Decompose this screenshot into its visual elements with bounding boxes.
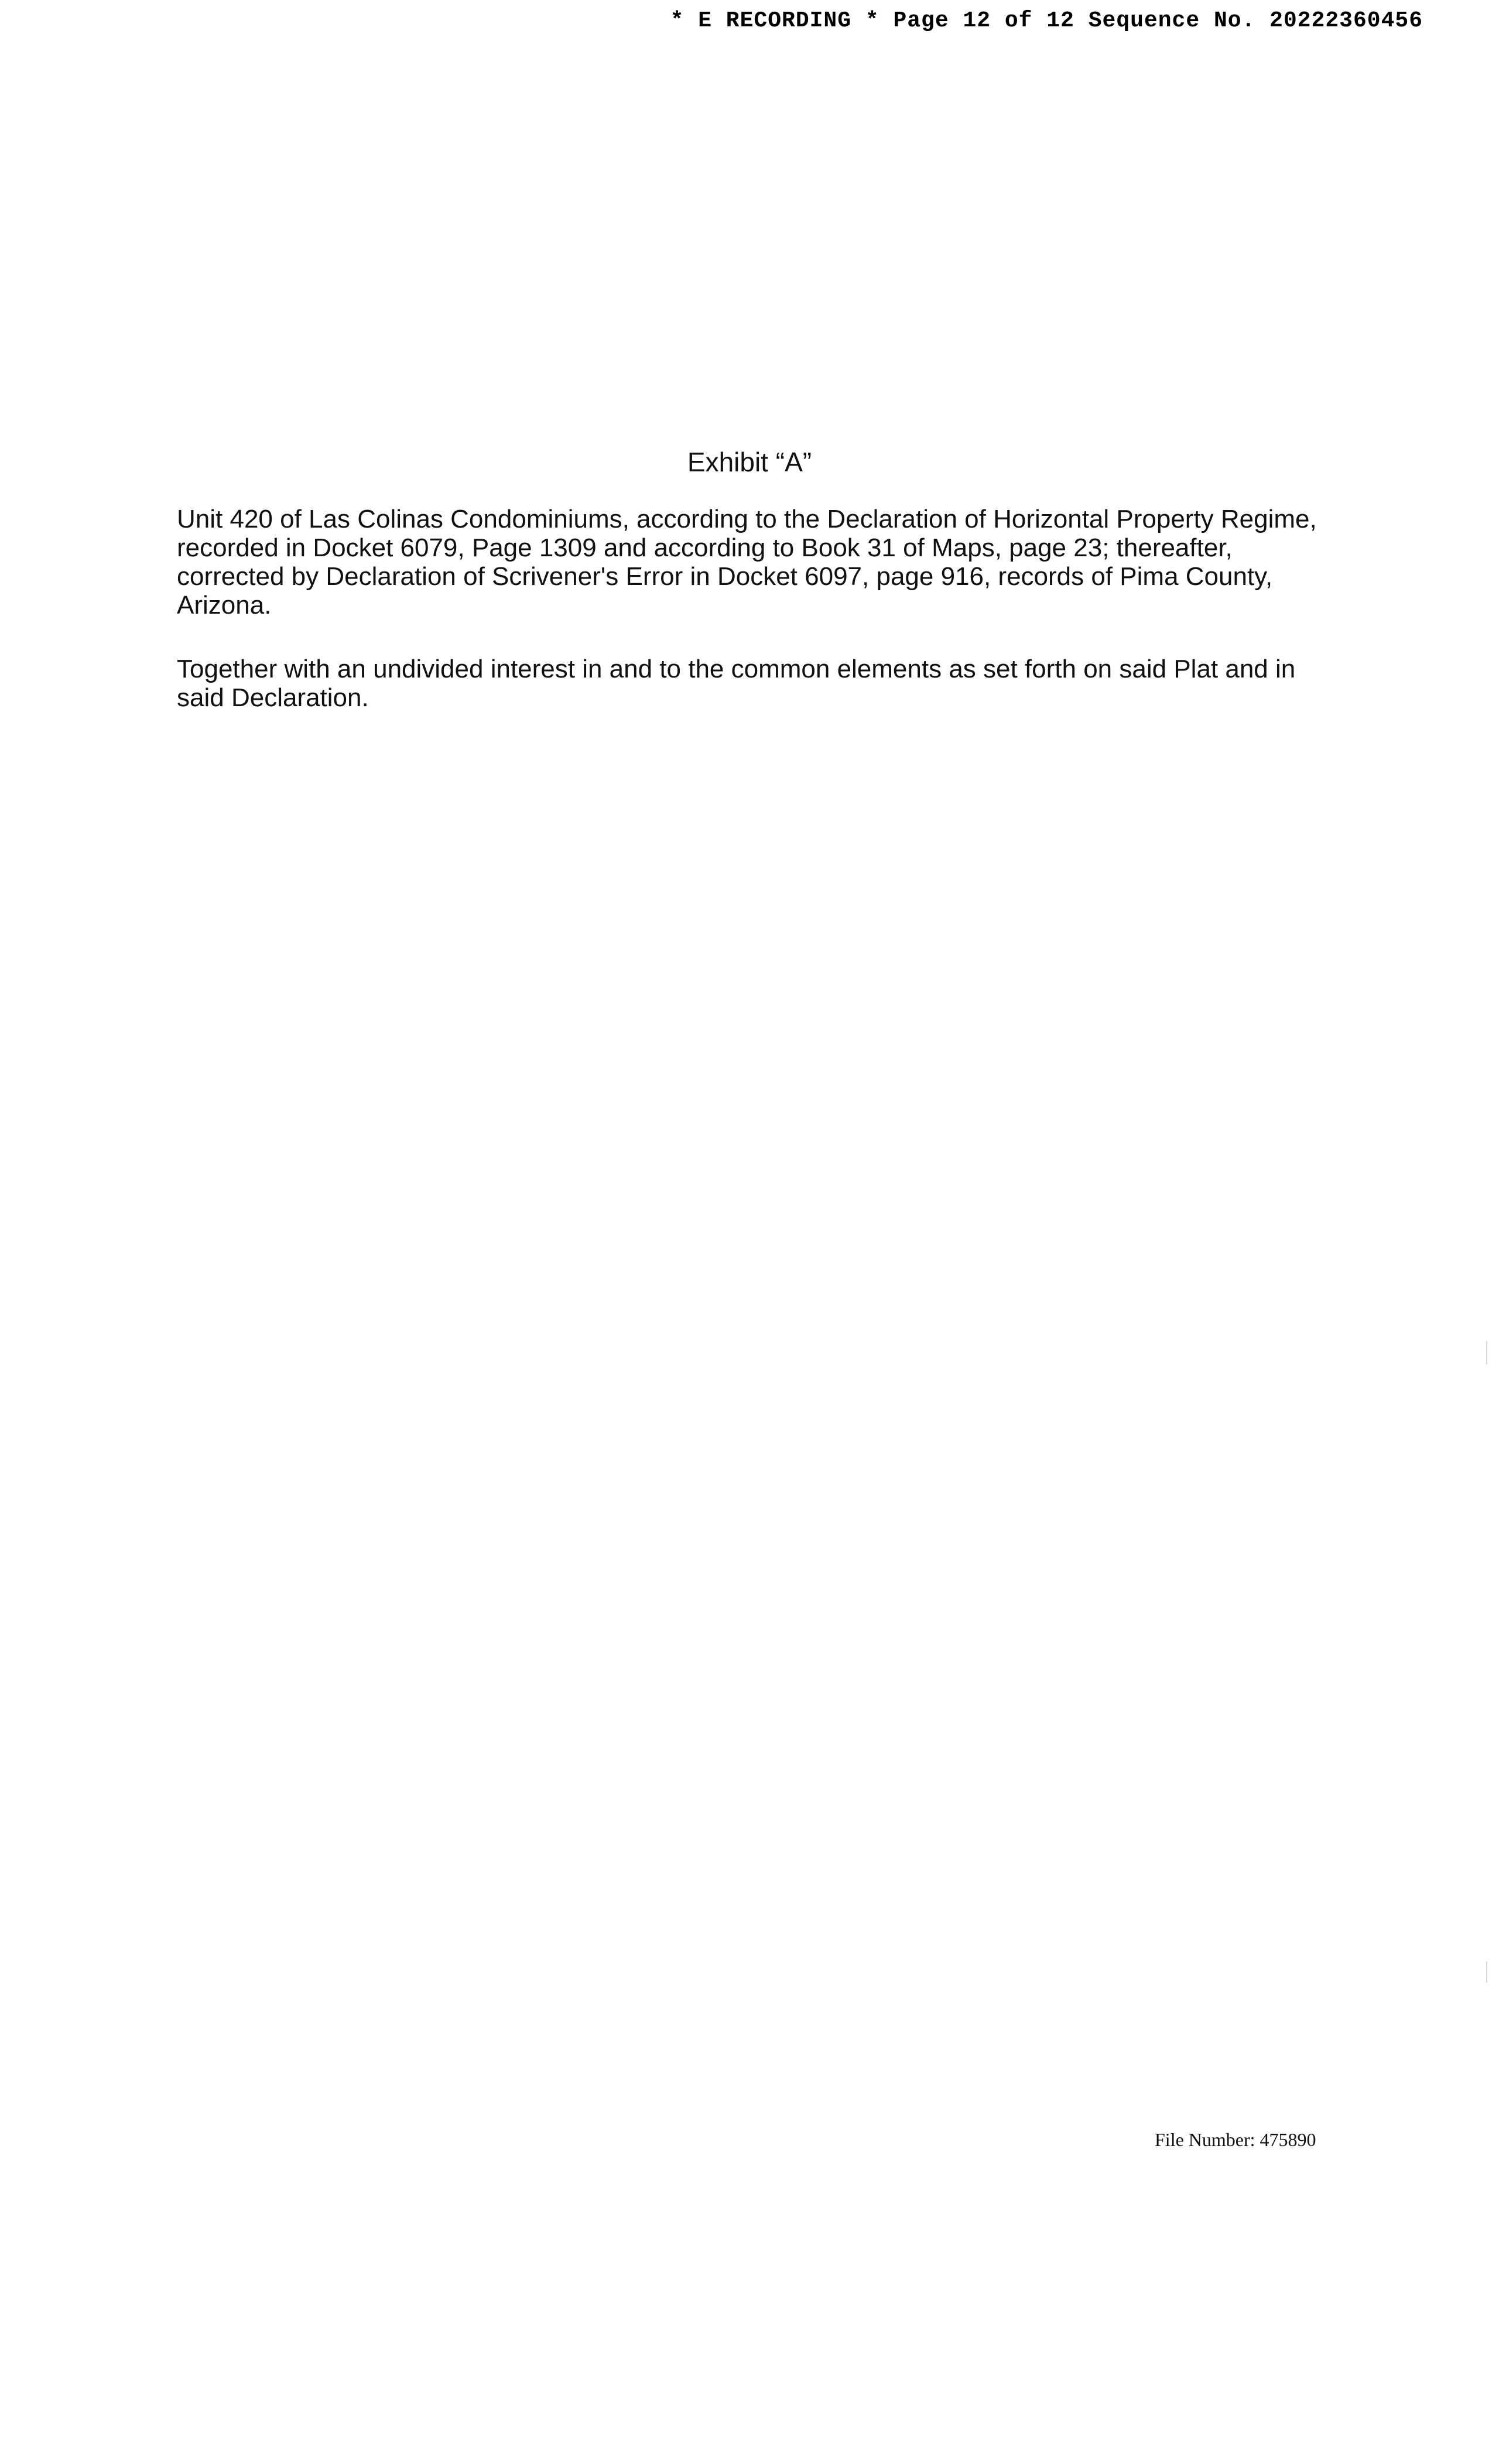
- recording-stamp-header: * E RECORDING * Page 12 of 12 Sequence No. 20222360456: [670, 8, 1423, 33]
- common-elements-paragraph: Together with an undivided interest in and to the common elements as set forth on said Plat and in said Declaration.: [177, 655, 1296, 712]
- file-number-label: File Number: 475890: [1155, 2129, 1316, 2150]
- scan-edge-mark: [1486, 1341, 1487, 1364]
- scan-edge-mark: [1486, 1962, 1487, 1983]
- exhibit-title: Exhibit “A”: [687, 447, 812, 477]
- legal-description-paragraph: Unit 420 of Las Colinas Condominiums, according to the Declaration of Horizontal Property Regime, recorded in Docket 6079, Page 1309 and according to Book 31 of Maps, page 23; thereafter, corrected by Declaration of Scrivener's Error in Docket 6097, page 916, records of Pima County, Arizona.: [177, 505, 1317, 620]
